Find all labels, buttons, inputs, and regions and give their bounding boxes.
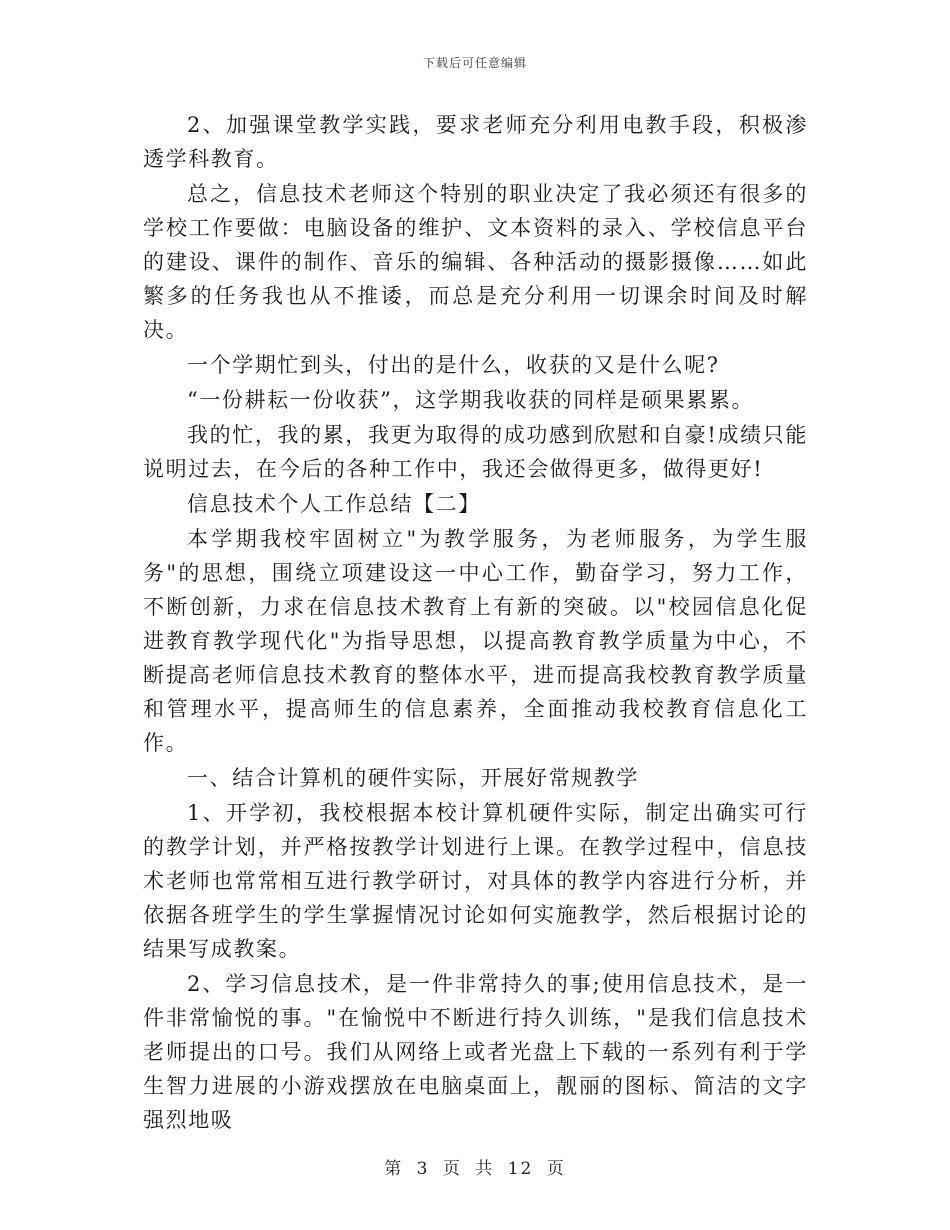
footer-label-page: 第 — [384, 1159, 404, 1179]
paragraph: 2、加强课堂教学实践，要求老师充分利用电教手段，积极渗透学科教育。 — [143, 113, 808, 171]
page-header: 下载后可任意编辑 — [422, 56, 527, 70]
section-heading: 信息技术个人工作总结【二】 — [187, 492, 481, 516]
document-body — [143, 108, 808, 1138]
total-pages-number: 12 — [507, 1159, 534, 1179]
subsection-heading: 一、结合计算机的硬件实际，开展好常规教学 — [187, 766, 639, 790]
paragraph: “一份耕耘一份收获”，这学期我收获的同样是硕果累累。 — [187, 388, 755, 412]
paragraph: 本学期我校牢固树立"为教学服务，为老师服务，为学生服务"的思想，围绕立项建设这一中心工作，勤奋学习，努力工作，不断创新，力求在信息技术教育上有新的突破。以"校园信息化促进教育教学现代化"为指导思想，以提高教育教学质量为中心，不断提高老师信息技术教育的整体水平，进而提高我校教育教学质量和管理水平，提高师生的信息素养，全面推动我校教育信息化工作。 — [143, 527, 808, 755]
footer-label-total: 共 — [475, 1159, 495, 1179]
footer-label-total-unit: 页 — [546, 1159, 566, 1179]
paragraph: 总之，信息技术老师这个特别的职业决定了我必须还有很多的学校工作要做：电脑设备的维护、文本资料的录入、学校信息平台的建设、课件的制作、音乐的编辑、各种活动的摄影摄像……如此繁多的任务我也从不推诿，而总是充分利用一切课余时间及时解决。 — [143, 182, 808, 342]
current-page-number: 3 — [416, 1159, 430, 1179]
page-footer — [0, 1154, 950, 1179]
paragraph: 一个学期忙到头，付出的是什么，收获的又是什么呢? — [187, 353, 720, 377]
paragraph: 2、学习信息技术，是一件非常持久的事;使用信息技术，是一件非常愉悦的事。"在愉悦中不断进行持久训练，"是我们信息技术老师提出的口号。我们从网络上或者光盘上下载的一系列有利于学生智力进展的小游戏摆放在电脑桌面上，靓丽的图标、简洁的文字强烈地吸 — [143, 972, 808, 1132]
footer-label-page-unit: 页 — [442, 1159, 462, 1179]
paragraph: 1、开学初，我校根据本校计算机硬件实际，制定出确实可行的教学计划，并严格按教学计划进行上课。在教学过程中，信息技术老师也常常相互进行教学研讨，对具体的教学内容进行分析，并依据各班学生的学生掌握情况讨论如何实施教学，然后根据讨论的结果写成教案。 — [143, 801, 808, 961]
paragraph: 我的忙，我的累，我更为取得的成功感到欣慰和自豪!成绩只能说明过去，在今后的各种工作中，我还会做得更多，做得更好! — [143, 423, 808, 481]
